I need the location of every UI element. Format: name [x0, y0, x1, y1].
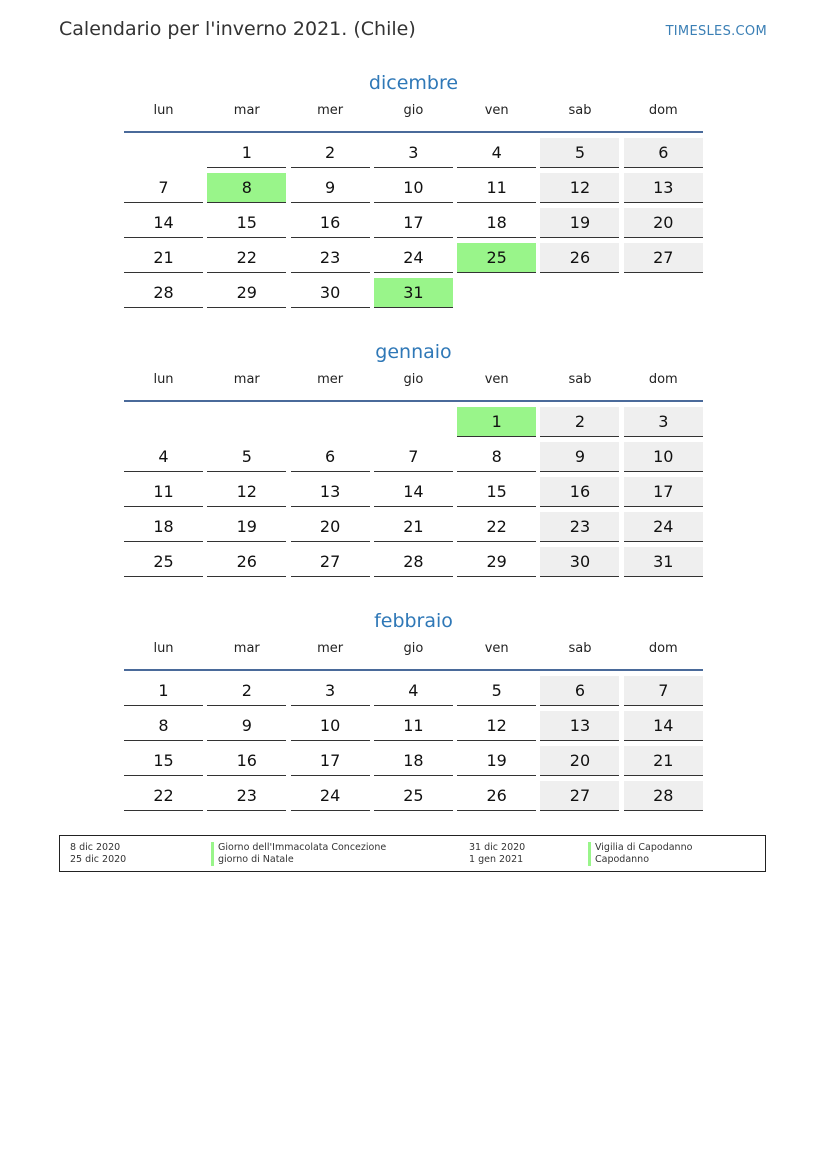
day-cell: 26: [540, 243, 619, 273]
day-cell: 10: [291, 711, 370, 741]
weekday-label: dom: [648, 103, 678, 118]
month-febbraio: [124, 607, 703, 811]
day-cell: 29: [207, 278, 286, 308]
legend-date: 8 dic 2020: [70, 842, 121, 853]
day-cell: 8: [207, 173, 286, 203]
brand-link[interactable]: TIMESLES.COM: [665, 24, 767, 39]
day-cell: 24: [291, 781, 370, 811]
legend-holiday-name: Capodanno: [588, 854, 649, 866]
day-cell: 29: [457, 547, 536, 577]
legend-holiday-name: Vigilia di Capodanno: [588, 842, 692, 854]
day-cell: 13: [624, 173, 703, 203]
day-cell: 24: [374, 243, 453, 273]
day-cell: 16: [207, 746, 286, 776]
day-cell: 18: [457, 208, 536, 238]
day-cell: 11: [457, 173, 536, 203]
day-cell: 3: [291, 676, 370, 706]
day-cell: 25: [457, 243, 536, 273]
empty-cell: [124, 407, 203, 437]
day-cell: 14: [374, 477, 453, 507]
month-title: gennaio: [375, 341, 452, 363]
day-cell: 11: [374, 711, 453, 741]
day-cell: 7: [624, 676, 703, 706]
day-cell: 6: [540, 676, 619, 706]
day-cell: 16: [540, 477, 619, 507]
weekday-label: dom: [648, 372, 678, 387]
day-cell: 13: [540, 711, 619, 741]
empty-cell: [374, 407, 453, 437]
day-cell: 17: [374, 208, 453, 238]
day-cell: 14: [624, 711, 703, 741]
day-cell: 24: [624, 512, 703, 542]
day-cell: 3: [374, 138, 453, 168]
weekday-label: gio: [403, 641, 424, 656]
empty-cell: [624, 278, 703, 308]
day-cell: 18: [374, 746, 453, 776]
day-cell: 3: [624, 407, 703, 437]
month-title: febbraio: [374, 610, 453, 632]
day-cell: 10: [374, 173, 453, 203]
day-cell: 9: [207, 711, 286, 741]
day-cell: 4: [124, 442, 203, 472]
day-cell: 18: [124, 512, 203, 542]
day-cell: 4: [457, 138, 536, 168]
legend-date: 1 gen 2021: [469, 854, 524, 865]
day-cell: 21: [624, 746, 703, 776]
day-cell: 25: [124, 547, 203, 577]
weekday-label: ven: [484, 372, 509, 387]
day-grid: [124, 138, 703, 308]
day-cell: 30: [291, 278, 370, 308]
day-cell: 28: [624, 781, 703, 811]
month-gennaio: [124, 338, 703, 577]
day-cell: 2: [540, 407, 619, 437]
day-cell: 12: [457, 711, 536, 741]
empty-cell: [207, 407, 286, 437]
day-cell: 17: [291, 746, 370, 776]
day-cell: 19: [207, 512, 286, 542]
day-cell: 22: [457, 512, 536, 542]
legend-date: 25 dic 2020: [70, 854, 127, 865]
page-title: Calendario per l'inverno 2021. (Chile): [59, 18, 416, 40]
holiday-legend: [59, 835, 766, 872]
day-cell: 9: [540, 442, 619, 472]
day-cell: 21: [374, 512, 453, 542]
empty-cell: [291, 407, 370, 437]
day-cell: 8: [457, 442, 536, 472]
day-cell: 28: [124, 278, 203, 308]
month-dicembre: [124, 69, 703, 308]
empty-cell: [457, 278, 536, 308]
weekday-label: mer: [317, 103, 344, 118]
day-grid: [124, 676, 703, 811]
weekday-header: [124, 637, 703, 671]
weekday-header: [124, 368, 703, 402]
day-cell: 28: [374, 547, 453, 577]
day-cell: 19: [540, 208, 619, 238]
day-cell: 30: [540, 547, 619, 577]
day-cell: 26: [207, 547, 286, 577]
weekday-label: sab: [568, 103, 592, 118]
weekday-label: dom: [648, 641, 678, 656]
day-cell: 31: [624, 547, 703, 577]
legend-holiday-name: Giorno dell'Immacolata Concezione: [211, 842, 386, 854]
weekday-label: sab: [568, 372, 592, 387]
weekday-label: gio: [403, 372, 424, 387]
day-grid: [124, 407, 703, 577]
day-cell: 27: [291, 547, 370, 577]
day-cell: 23: [207, 781, 286, 811]
day-cell: 19: [457, 746, 536, 776]
day-cell: 26: [457, 781, 536, 811]
day-cell: 9: [291, 173, 370, 203]
day-cell: 13: [291, 477, 370, 507]
day-cell: 23: [540, 512, 619, 542]
empty-cell: [540, 278, 619, 308]
day-cell: 16: [291, 208, 370, 238]
day-cell: 11: [124, 477, 203, 507]
day-cell: 20: [291, 512, 370, 542]
day-cell: 23: [291, 243, 370, 273]
day-cell: 22: [207, 243, 286, 273]
weekday-label: mer: [317, 641, 344, 656]
month-title: dicembre: [368, 72, 459, 94]
day-cell: 1: [207, 138, 286, 168]
day-cell: 1: [457, 407, 536, 437]
day-cell: 12: [207, 477, 286, 507]
day-cell: 15: [124, 746, 203, 776]
day-cell: 5: [457, 676, 536, 706]
weekday-label: lun: [153, 103, 174, 118]
day-cell: 25: [374, 781, 453, 811]
day-cell: 27: [540, 781, 619, 811]
weekday-label: lun: [153, 641, 174, 656]
day-cell: 2: [207, 676, 286, 706]
day-cell: 27: [624, 243, 703, 273]
day-cell: 2: [291, 138, 370, 168]
day-cell: 7: [124, 173, 203, 203]
day-cell: 6: [624, 138, 703, 168]
day-cell: 7: [374, 442, 453, 472]
weekday-header: [124, 99, 703, 133]
day-cell: 20: [540, 746, 619, 776]
day-cell: 21: [124, 243, 203, 273]
weekday-label: mar: [233, 372, 260, 387]
day-cell: 15: [457, 477, 536, 507]
day-cell: 22: [124, 781, 203, 811]
legend-holiday-name: giorno di Natale: [211, 854, 294, 866]
weekday-label: mar: [233, 103, 260, 118]
weekday-label: ven: [484, 103, 509, 118]
day-cell: 15: [207, 208, 286, 238]
day-cell: 5: [207, 442, 286, 472]
weekday-label: lun: [153, 372, 174, 387]
day-cell: 20: [624, 208, 703, 238]
legend-date: 31 dic 2020: [469, 842, 526, 853]
day-cell: 1: [124, 676, 203, 706]
day-cell: 31: [374, 278, 453, 308]
day-cell: 10: [624, 442, 703, 472]
day-cell: 8: [124, 711, 203, 741]
weekday-label: mar: [233, 641, 260, 656]
day-cell: 5: [540, 138, 619, 168]
empty-cell: [124, 138, 203, 168]
weekday-label: mer: [317, 372, 344, 387]
day-cell: 17: [624, 477, 703, 507]
day-cell: 4: [374, 676, 453, 706]
day-cell: 6: [291, 442, 370, 472]
weekday-label: gio: [403, 103, 424, 118]
day-cell: 14: [124, 208, 203, 238]
weekday-label: sab: [568, 641, 592, 656]
weekday-label: ven: [484, 641, 509, 656]
day-cell: 12: [540, 173, 619, 203]
